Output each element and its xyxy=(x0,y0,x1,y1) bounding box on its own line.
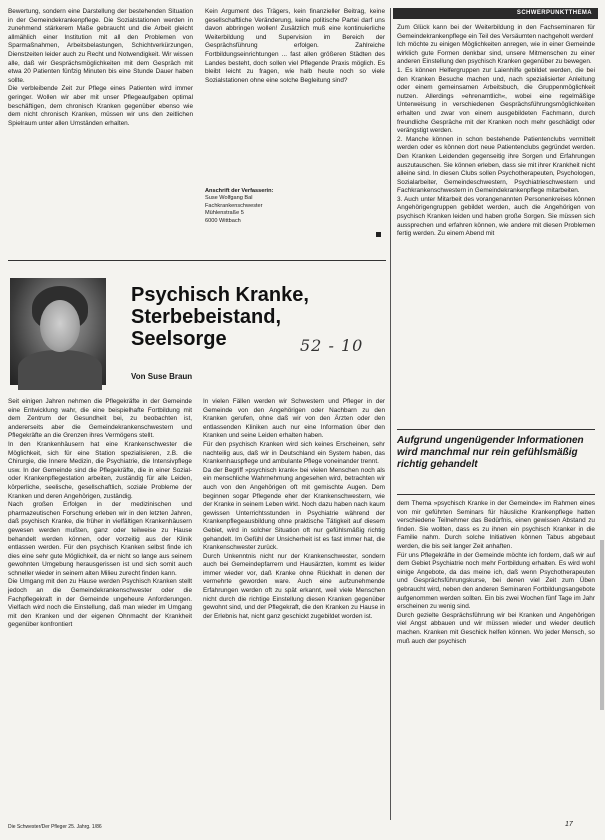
photo-face xyxy=(40,300,80,352)
paragraph: Da der Begriff »psychisch krank« bei vielen Menschen noch als ein menschliche Wahrnehmung angesehen wird, betrachten wir auch von den Angehörigen oft mit gemischte Augen. Dem beginnen sogar Pflegende eher der Krankenschwestern, wie der Kranke in seinem Leben wirkt. Noch dazu haben nach kaum gewissen Unterrichtsstunden in Psychiatrie während der Krankenpflegeausbildung ohne praktische Tätigkeit auf diesem Gebiet, wird in solcher Situation oft nur gefühlsmäßig richtig gehandelt. Im Gefühl der Unsicherheit ist es fast immer hat, die Krankenschwester zurück. xyxy=(203,466,385,552)
top-left-column xyxy=(8,8,193,240)
paragraph: Durch gezielte Gesprächsführung wir bei Kranken und Angehörigen viel Angst abbauen und wir müssen wieder und wieder deutlich machen. Kranken mit Geschick helfen können. Wo jeder Mensch, so muß auch der psychisch xyxy=(397,611,595,645)
paragraph: Kein Argument des Trägers, kein finanzieller Beitrag, keine gesellschaftliche Veränderung, keine politische Partei darf uns davon abbringen wollen! Zusätzlich muß eine kontinuierliche Weiterbildung und Supervision im Bereich der Gesprächsführung erfolgen. Zahlreiche Fortbildungseinrichtungen ... fast allen größeren Städten des Landes besteht, doch sollen viel Pflegende Praxis möglich. Es bleibt leicht zu fragen, wie halb heute noch so viele Sozialstationen ohne eine solche Begleitung sind? xyxy=(205,8,385,84)
paragraph: 2. Manche können in schon bestehende Patientenclubs vermittelt werden oder es können dort neue Patientenclubs gegründet werden. Den Kranken Leidenden gegenseitig ihre Sorgen und Erfahrungen auszutauschen. Sie können erleben, dass sie mit ihrer Krankheit nicht alleine sind. In diesen Clubs sollen Psychotherapeuten, Psychologen, Sozialarbeiter, Gemeindeschwestern, Psychiatrieschwestern und Fachkrankenschwestern in Gemeindekrankenpflege mitarbeiten. xyxy=(397,135,595,195)
page-number: 17 xyxy=(565,821,573,828)
paragraph: In den Krankenhäusern hat eine Krankenschwester die Möglichkeit, sich für eine Station spezialisieren, z.B. die Chirurgie, die Innere Medizin, die Psychiatrie, die Intensivpflege usw. In der Gemeinde sind die Pflegekräfte, die in einer Sozial- oder Krankenpflegestation arbeiten, zuständig für alle Leiden, körperliche, seelische, gesellschaftlich, soziale Probleme der Kranken und deren Angehörigen, zuständig. xyxy=(8,440,192,500)
footer-publication: Die Schwester/Der Pfleger 25. Jahrg. 1/86 xyxy=(8,824,102,830)
paragraph: dem Thema »psychisch Kranke in der Gemeinde« im Rahmen eines von mir geführten Seminars für häusliche Krankenpflege hatten verschiedene Teilnehmer das Bedürfnis, einen gewissen Abstand zu finden. Sie wollten, dass es zu ihnen ein psychisch Kranker in die Familie nahm. Durch solche Initiativen können Tabus abgebaut werden, die bis seit langer Zeit anhaften. xyxy=(397,500,595,550)
author-line: Suse Wolfgang Bal xyxy=(205,195,253,202)
column-divider xyxy=(390,8,391,820)
paragraph: Die Umgang mit den zu Hause werden Psychisch Kranken stellt jedoch an die Gemeindekrankenschwester oder die Fachpflegekraft in der Gemeinde ungeheure Anforderungen. Vielfach wird noch die Einstellung, daß man wieder im Umgang mit den Kranken und der eigenen Ohnmacht der Krankheit gegenüber konfrontiert xyxy=(8,578,192,629)
headline-line: Psychisch Kranke, xyxy=(131,284,309,306)
page-edge-shadow xyxy=(600,540,604,710)
paragraph: Die verbleibende Zeit zur Pflege eines Patienten wird immer geringer. Wollen wir aber mit unser Pflegeaufgaben optimal beschäftigen, dem chronisch Kranken gegenüber ebenso wie dem nicht chronisch Kranken, müssen wir uns den zeitlichen Spielraum unter allen Umständen erhalten. xyxy=(8,85,193,127)
author-line: Fachkrankenschwester xyxy=(205,202,263,209)
headline-line: Seelsorge xyxy=(131,328,227,350)
article-byline: Von Suse Braun xyxy=(131,372,193,381)
headline-line: Sterbebeistand, xyxy=(131,306,282,328)
section-header: SCHWERPUNKTTHEMA xyxy=(393,8,598,19)
paragraph: Ich möchte zu einigen Möglichkeiten anregen, wie in einer Gemeinde wirklich gute Formen denkbar sind, unsere Mitmenschen zu einer anderen Einstellung den psychisch Kranken gegenüber zu bewegen. xyxy=(397,41,595,66)
paragraph: Bewertung, sondern eine Darstellung der bestehenden Situation in der Gemeindekrankenpflege. Die Sozialstationen werden in zunehmend stärkerem Maße gebraucht und die Arbeit gleicht allmählich einer Institution mit all den Problemen von Sparmaßnahmen, Arbeitsbelastungen, Schichtverkürzungen, Dienstzeiten leider auch zu Recht und Notwendigkeit. Wir wissen alle, daß wir Gesprächsmöglichkeiten mit dem Gespräch mit etwa 20 Patienten fünfzig Minuten bis eine Stunde Dauer haben sollte. xyxy=(8,8,193,84)
pullquote-rule-bottom xyxy=(397,494,595,495)
handwritten-note: 52 - 10 xyxy=(300,336,364,355)
paragraph: 1. Es können Helfergruppen zur Laienhilfe gebildet werden, die bei den Kranken Besuche machen und, nach spezialisierter Anleitung oder einem gemeinsamen Arbeitsbuch, die Gruppenmöglichkeit nutzen. Allerdings »ehrenamtlich«, wobei eine regelmäßige Unterweisung in verschiedenen Gesprächsführungsmöglichkeiten erhalten und zwar von einem ausgebildeten Fachmann, durch freundliche Gespräche mit der Kranken noch mehr geschädigt oder verängstigt werden. xyxy=(397,66,595,135)
bottom-middle-column xyxy=(203,398,385,816)
section-divider xyxy=(8,260,386,261)
paragraph: Seit einigen Jahren nehmen die Pflegekräfte in der Gemeinde eine Entwicklung wahr, die eine beispielhafte Fortbildung mit dem Zentrum der Gesundheit bei, zu beobachten ist, andererseits aber die Gemeindekrankenschwestern und Pflegekräfte an die Grenzen ihres Vermögens stellt. xyxy=(8,398,192,440)
paragraph: Für den psychisch Kranken wird sich keines Erscheinen, sehr nachteilig aus, daß wir in Deutschland ein System haben, das Krankenhauspflege und ambulante Pflege voneinander trennt. xyxy=(203,440,385,466)
end-mark xyxy=(376,232,381,237)
pullquote-rule-top xyxy=(397,429,595,430)
author-photo xyxy=(10,278,106,385)
photo-shoulders xyxy=(18,350,102,390)
paragraph: Durch Unkenntnis nicht nur der Krankenschwester, sondern auch bei Gemeindepfarrern und Hausärzten, kommt es leider immer wieder vor, daß Kranke ohne Rückhalt in denen der vermehrte geworden ware. Auch eine aufzunehmende Erfahrungen werden oft zu spät erkannt, weil viele Menschen nicht durch die richtige Einstellung diesen Kranken gegenüber gewohnt sind, und der Pflegekraft, die den Kranken zu Hause in der Erlebnis hat, nicht ganz geschickt zugebildet worden ist. xyxy=(203,552,385,620)
paragraph: Nach großen Erfolgen in der medizinischen und pharmazeutischen Forschung erleben wir in den letzten Jahren, daß psychisch Kranke, die früher in vielfältigen Krankenhäusern gewesen werden mußten, ganz oder teilweise zu Hause behandelt werden können, oder vorzeitig aus der Klinik entlassen werden. Für den psychisch Kranken selbst finde ich dies eine sehr gute Möglichkeit, da er nicht so lange aus seinem gewohnten Umgebung herausgerissen ist und sich somit auch schneller wieder in seinem alten Milieu zurecht finden kann. xyxy=(8,501,192,577)
sidebar-column-bottom xyxy=(397,500,595,820)
author-line: 6000 Wittbach xyxy=(205,217,241,224)
top-middle-column xyxy=(205,8,385,184)
author-line: Mühlenstraße 5 xyxy=(205,210,244,217)
author-address-label: Anschrift der Verfasserin: xyxy=(205,188,274,194)
pull-quote: Aufgrund ungenügender Informationen wird manchmal nur rein gefühlsmäßig richtig gehandelt xyxy=(397,435,584,470)
paragraph: Zum Glück kann bei der Weiterbildung in den Fachseminaren für Gemeindekrankenpflege ein Teil des Versäumten nachgeholt werden! xyxy=(397,24,595,40)
bottom-left-column xyxy=(8,398,192,816)
paragraph: Für uns Pflegekräfte in der Gemeinde möchte ich fordern, daß wir auf dem Gebiet Psychiatrie noch mehr Fortbildung erhalten. Es wird wohl einige Angebote, da das meine ich, daß wenn Psychotherapeuten und Gesprächsführungskurse, bei denen viel Zeit zum Üben gebraucht wird, neben den anderen Seminaren Fortbildungsangebote aufgenommen werden sollten. Ein bis zwei Wochen fünf Tage im Jahr erscheinen zu wenig sind. xyxy=(397,551,595,611)
sidebar-column-top xyxy=(397,24,595,422)
author-address xyxy=(205,188,385,225)
paragraph: In vielen Fällen werden wir Schwestern und Pfleger in der Gemeinde von den Angehörigen oder Nachbarn zu den Kranken gerufen, ohne daß wir von den Ärzten oder den entlassenden Kliniken auch nur eine Information über den Kranken und seine Leiden erhalten haben. xyxy=(203,398,385,440)
paragraph: 3. Auch unter Mitarbeit des vorangenannten Personenkreises können Angehörigengruppen gebildet werden, auch die Angehörigen von psychisch Kranken leiden und haben große Sorgen. Sie müssen sich aussprechen und erfahren können, wie andere mit diesen Problemen fertig werden. Zu einem Abend mit xyxy=(397,195,595,238)
